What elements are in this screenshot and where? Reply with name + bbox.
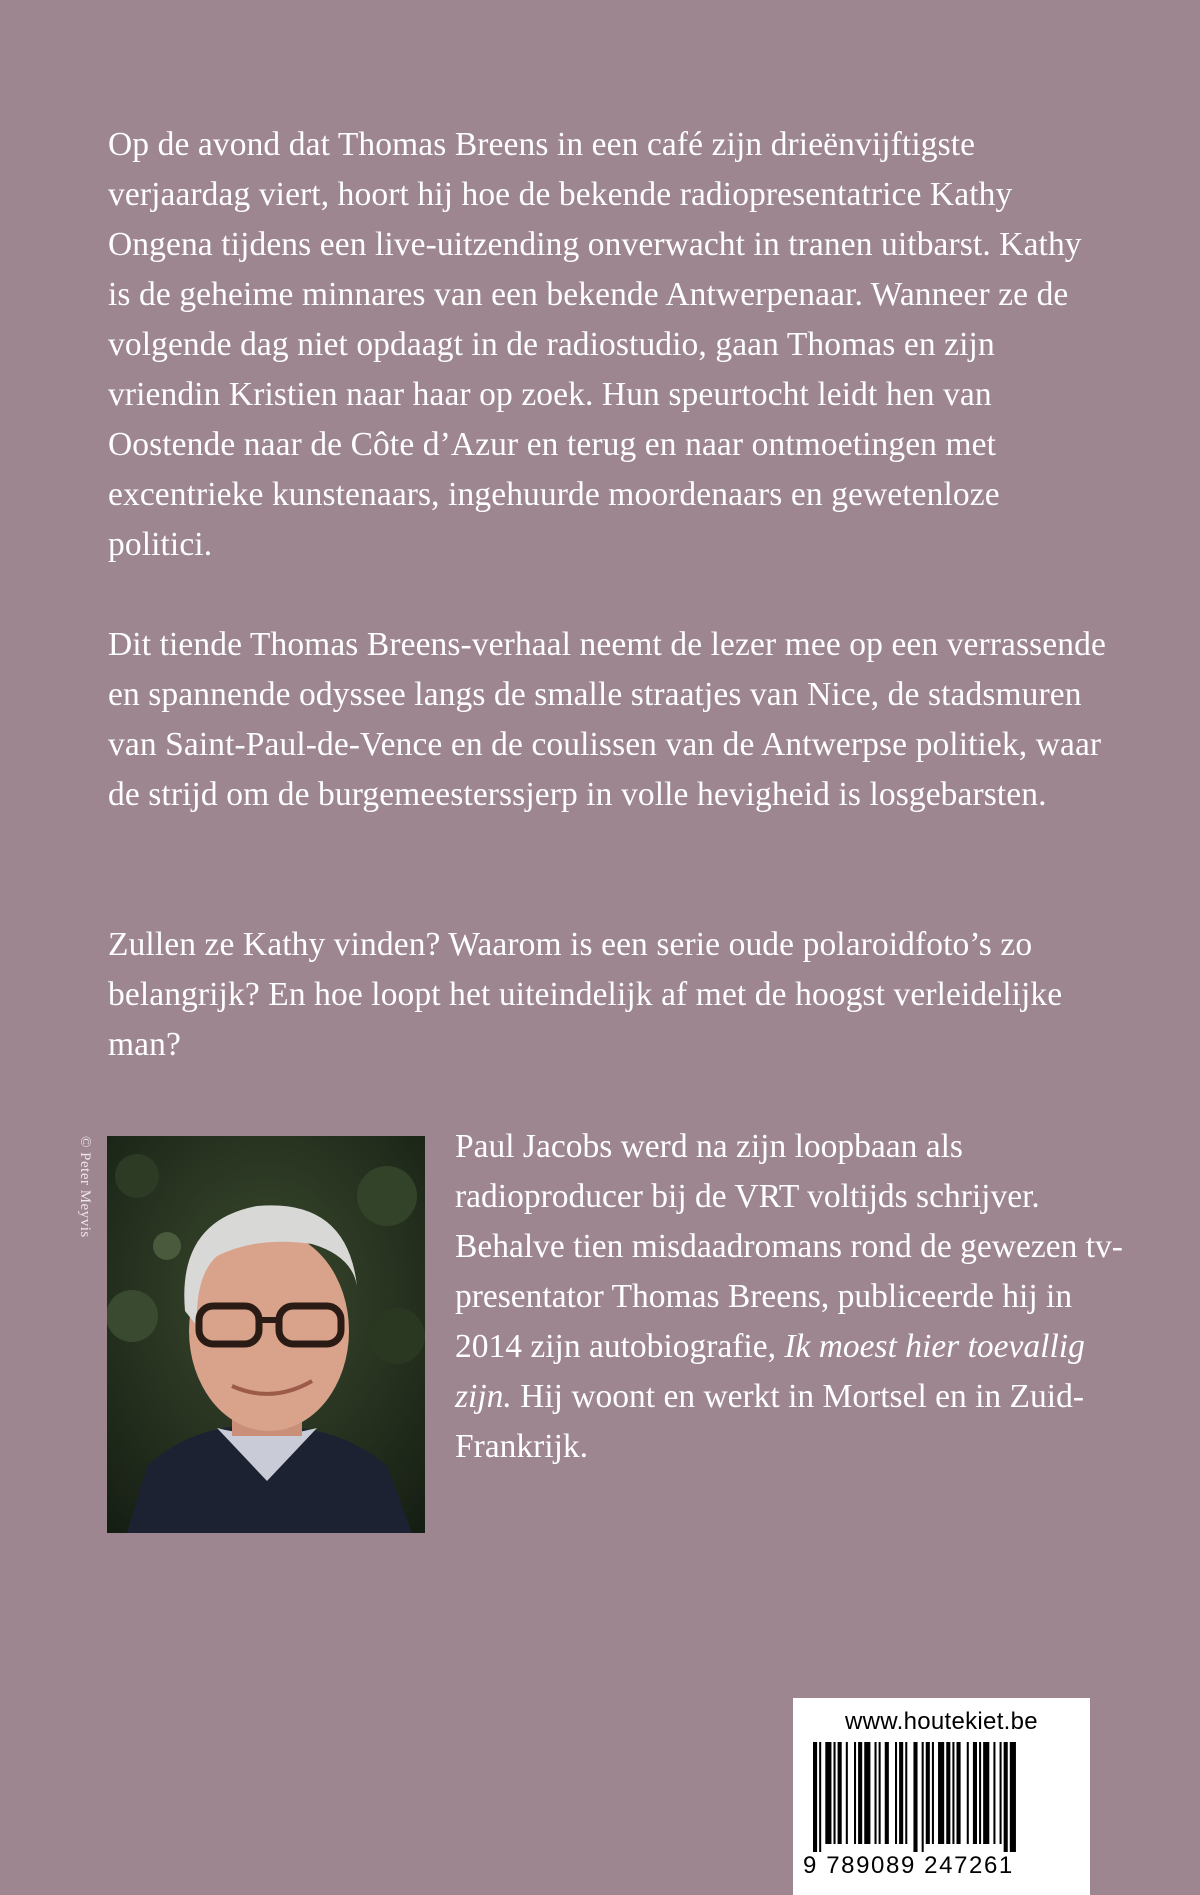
blurb-paragraph-2: Dit tiende Thomas Breens-verhaal neemt de lezer mee op een verrassende en spannende odyssee langs de smalle straatjes van Nice, de stadsmuren van Saint-Paul-de-Vence en de coulissen van de Antwerpse politiek, waar de strijd om de burgemeesterssjerp in volle hevigheid is losgebarsten.: [108, 626, 1106, 813]
barcode-bar: [846, 1742, 848, 1844]
barcode-bar: [973, 1742, 977, 1844]
blurb-paragraph-1: Op de avond dat Thomas Breens in een café zijn drieënvijftigste verjaardag viert, hoort hij hoe de bekende radiopresentatrice Kathy Ongena tijdens een live-uitzending onverwacht in tranen uitbarst. Kathy is de geheime minnares van een bekende Antwerpenaar. Wanneer ze de volgende dag niet opdaagt in de radiostudio, gaan Thomas en zijn vriendin Kristien naar haar op zoek. Hun speurtocht leidt hen van Oostende naar de Côte d’Azur en terug en naar ontmoetingen met excentrieke kunstenaars, ingehuurde moordenaars en gewetenloze politici.: [108, 126, 1082, 563]
barcode-bar: [946, 1742, 950, 1844]
barcode-bar: [993, 1742, 995, 1844]
barcode-bar: [858, 1742, 862, 1844]
barcode-bar: [913, 1742, 917, 1852]
author-bio-text: Paul Jacobs werd na zijn loopbaan als radioproducer bij de VRT voltijds schrijver. Behalve tien misdaadromans rond de gewezen tv-presentator Thomas Breens, publiceerde hij in 2014 zijn autobiografie,: [455, 1128, 1123, 1365]
barcode-bar: [813, 1742, 817, 1852]
author-bio-text-end: Hij woont en werkt in Mortsel en in Zuid-Frankrijk.: [455, 1378, 1084, 1465]
barcode-bar: [895, 1742, 897, 1844]
barcode-bar: [957, 1742, 961, 1844]
barcode-bar: [899, 1742, 903, 1844]
barcode-bar: [938, 1742, 944, 1844]
barcode-label: [793, 1698, 1090, 1895]
barcode-bar: [879, 1742, 881, 1844]
barcode-bar: [838, 1742, 842, 1844]
autobiography-title: Ik moest hier toevallig zijn.: [455, 1328, 1085, 1415]
barcode-bar: [932, 1742, 934, 1844]
barcode-bar: [1010, 1742, 1016, 1852]
barcode-bar: [967, 1742, 969, 1844]
author-bio: [455, 1122, 1145, 1472]
barcode-bar: [922, 1742, 924, 1852]
author-photo: [107, 1136, 425, 1533]
barcode-bar: [834, 1742, 836, 1844]
barcode-bar: [1000, 1742, 1002, 1844]
barcode: [813, 1742, 1070, 1852]
barcode-bar: [885, 1742, 889, 1844]
blurb-paragraph-3: Zullen ze Kathy vinden? Waarom is een serie oude polaroidfoto’s zo belangrijk? En hoe loopt het uiteindelijk af met de hoogst verleidelijke man?: [108, 926, 1063, 1063]
barcode-bar: [905, 1742, 907, 1844]
barcode-bar: [875, 1742, 877, 1844]
barcode-bar: [1004, 1742, 1008, 1852]
barcode-bar: [926, 1742, 930, 1844]
barcode-bar: [854, 1742, 856, 1844]
barcode-bar: [864, 1742, 870, 1844]
photo-credit: © Peter Meyvis: [77, 1136, 93, 1238]
barcode-bar: [983, 1742, 989, 1844]
barcode-bar: [825, 1742, 831, 1844]
barcode-bar: [819, 1742, 821, 1852]
publisher-website: www.houtekiet.be: [845, 1708, 1038, 1735]
barcode-bar: [952, 1742, 954, 1844]
barcode-bar: [979, 1742, 981, 1844]
isbn-number: 9 789089 247261: [803, 1852, 1014, 1879]
